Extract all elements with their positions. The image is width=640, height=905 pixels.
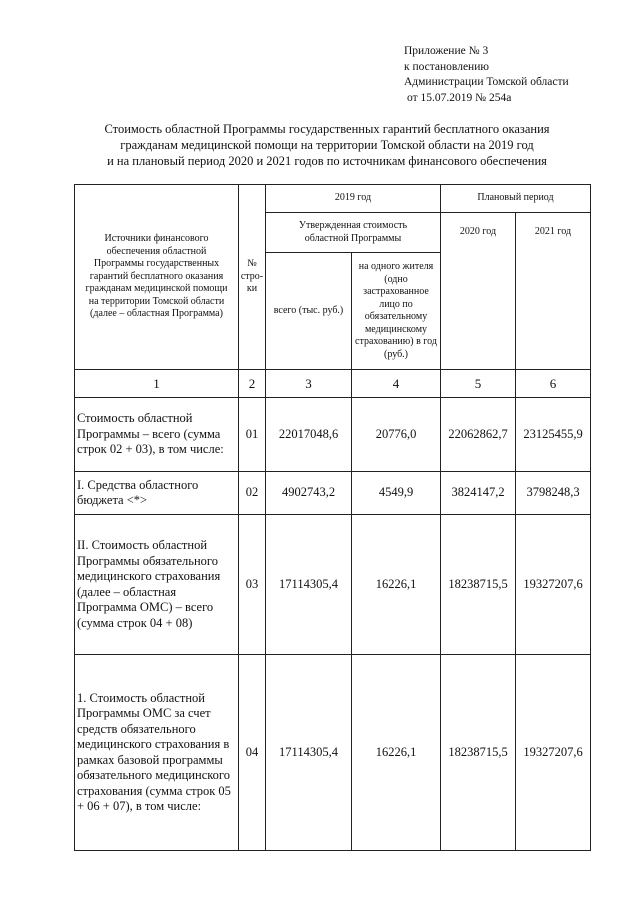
row-number-cell: 02: [239, 472, 266, 515]
total-2019-cell: 4902743,2: [266, 472, 352, 515]
title-line: гражданам медицинской помощи на территории Томской области на 2019 год: [120, 138, 534, 152]
source-cell: 1. Стоимость областной Программы ОМС за счет средств обязательного медицинского страхования в рамках базовой программы обязательного медицинского страхования (сумма строк 05 + 06 + 07), в том числе:: [75, 655, 239, 851]
source-cell: I. Средства областного бюджета <*>: [75, 472, 239, 515]
total-2020-cell: 22062862,7: [441, 398, 516, 472]
table-row: [75, 655, 591, 851]
column-number: 5: [441, 370, 516, 398]
row-number-cell: 01: [239, 398, 266, 472]
row-number-cell: 03: [239, 515, 266, 655]
per-resident-cell: 16226,1: [352, 515, 441, 655]
total-2020-cell: 3824147,2: [441, 472, 516, 515]
header-total-2019: всего (тыс. руб.): [266, 253, 352, 370]
header-per-resident: на одного жителя (одно застрахованное лицо по обязательному медицинскому страхованию) в год (руб.): [352, 253, 441, 370]
per-resident-cell: 4549,9: [352, 472, 441, 515]
per-resident-cell: 16226,1: [352, 655, 441, 851]
table-row: [75, 472, 591, 515]
total-2019-cell: 17114305,4: [266, 655, 352, 851]
total-2019-cell: 17114305,4: [266, 515, 352, 655]
row-number-cell: 04: [239, 655, 266, 851]
column-number-row: [75, 370, 591, 398]
column-number: 6: [516, 370, 591, 398]
column-number: 4: [352, 370, 441, 398]
total-2021-cell: 3798248,3: [516, 472, 591, 515]
appendix-line: Приложение № 3: [404, 45, 489, 57]
total-2020-cell: 18238715,5: [441, 515, 516, 655]
appendix-line: от 15.07.2019 № 254а: [407, 91, 512, 104]
header-source: Источники финансового обеспечения областной Программы государственных гарантий бесплатного оказания гражданам медицинской помощи на территории Томской области (далее – областная Программа): [75, 185, 239, 370]
table-row: [75, 398, 591, 472]
header-planned-period: Плановый период: [441, 185, 591, 213]
header-row-number: № стро-ки: [239, 185, 266, 370]
financing-table: [74, 184, 591, 851]
header-approved-cost: Утвержденная стоимость областной Программы: [266, 213, 441, 253]
total-2020-cell: 18238715,5: [441, 655, 516, 851]
header-year-2020: 2020 год: [441, 213, 516, 370]
table-row: [75, 515, 591, 655]
total-2021-cell: 23125455,9: [516, 398, 591, 472]
title-line: и на плановый период 2020 и 2021 годов по источникам финансового обеспечения: [107, 154, 547, 168]
source-cell: II. Стоимость областной Программы обязательного медицинского страхования (далее – областная Программа ОМС) – всего (сумма строк 04 + 08): [75, 515, 239, 655]
header-year-2021: 2021 год: [516, 213, 591, 370]
column-number: 2: [239, 370, 266, 398]
total-2021-cell: 19327207,6: [516, 655, 591, 851]
appendix-line: Администрации Томской области: [404, 76, 569, 88]
title-line: Стоимость областной Программы государственных гарантий бесплатного оказания: [104, 122, 550, 136]
total-2019-cell: 22017048,6: [266, 398, 352, 472]
document-title: [40, 121, 614, 169]
per-resident-cell: 20776,0: [352, 398, 441, 472]
column-number: 1: [75, 370, 239, 398]
header-year-2019: 2019 год: [266, 185, 441, 213]
total-2021-cell: 19327207,6: [516, 515, 591, 655]
source-cell: Стоимость областной Программы – всего (сумма строк 02 + 03), в том числе:: [75, 398, 239, 472]
column-number: 3: [266, 370, 352, 398]
appendix-line: к постановлению: [404, 60, 489, 73]
appendix-reference: [404, 44, 569, 106]
